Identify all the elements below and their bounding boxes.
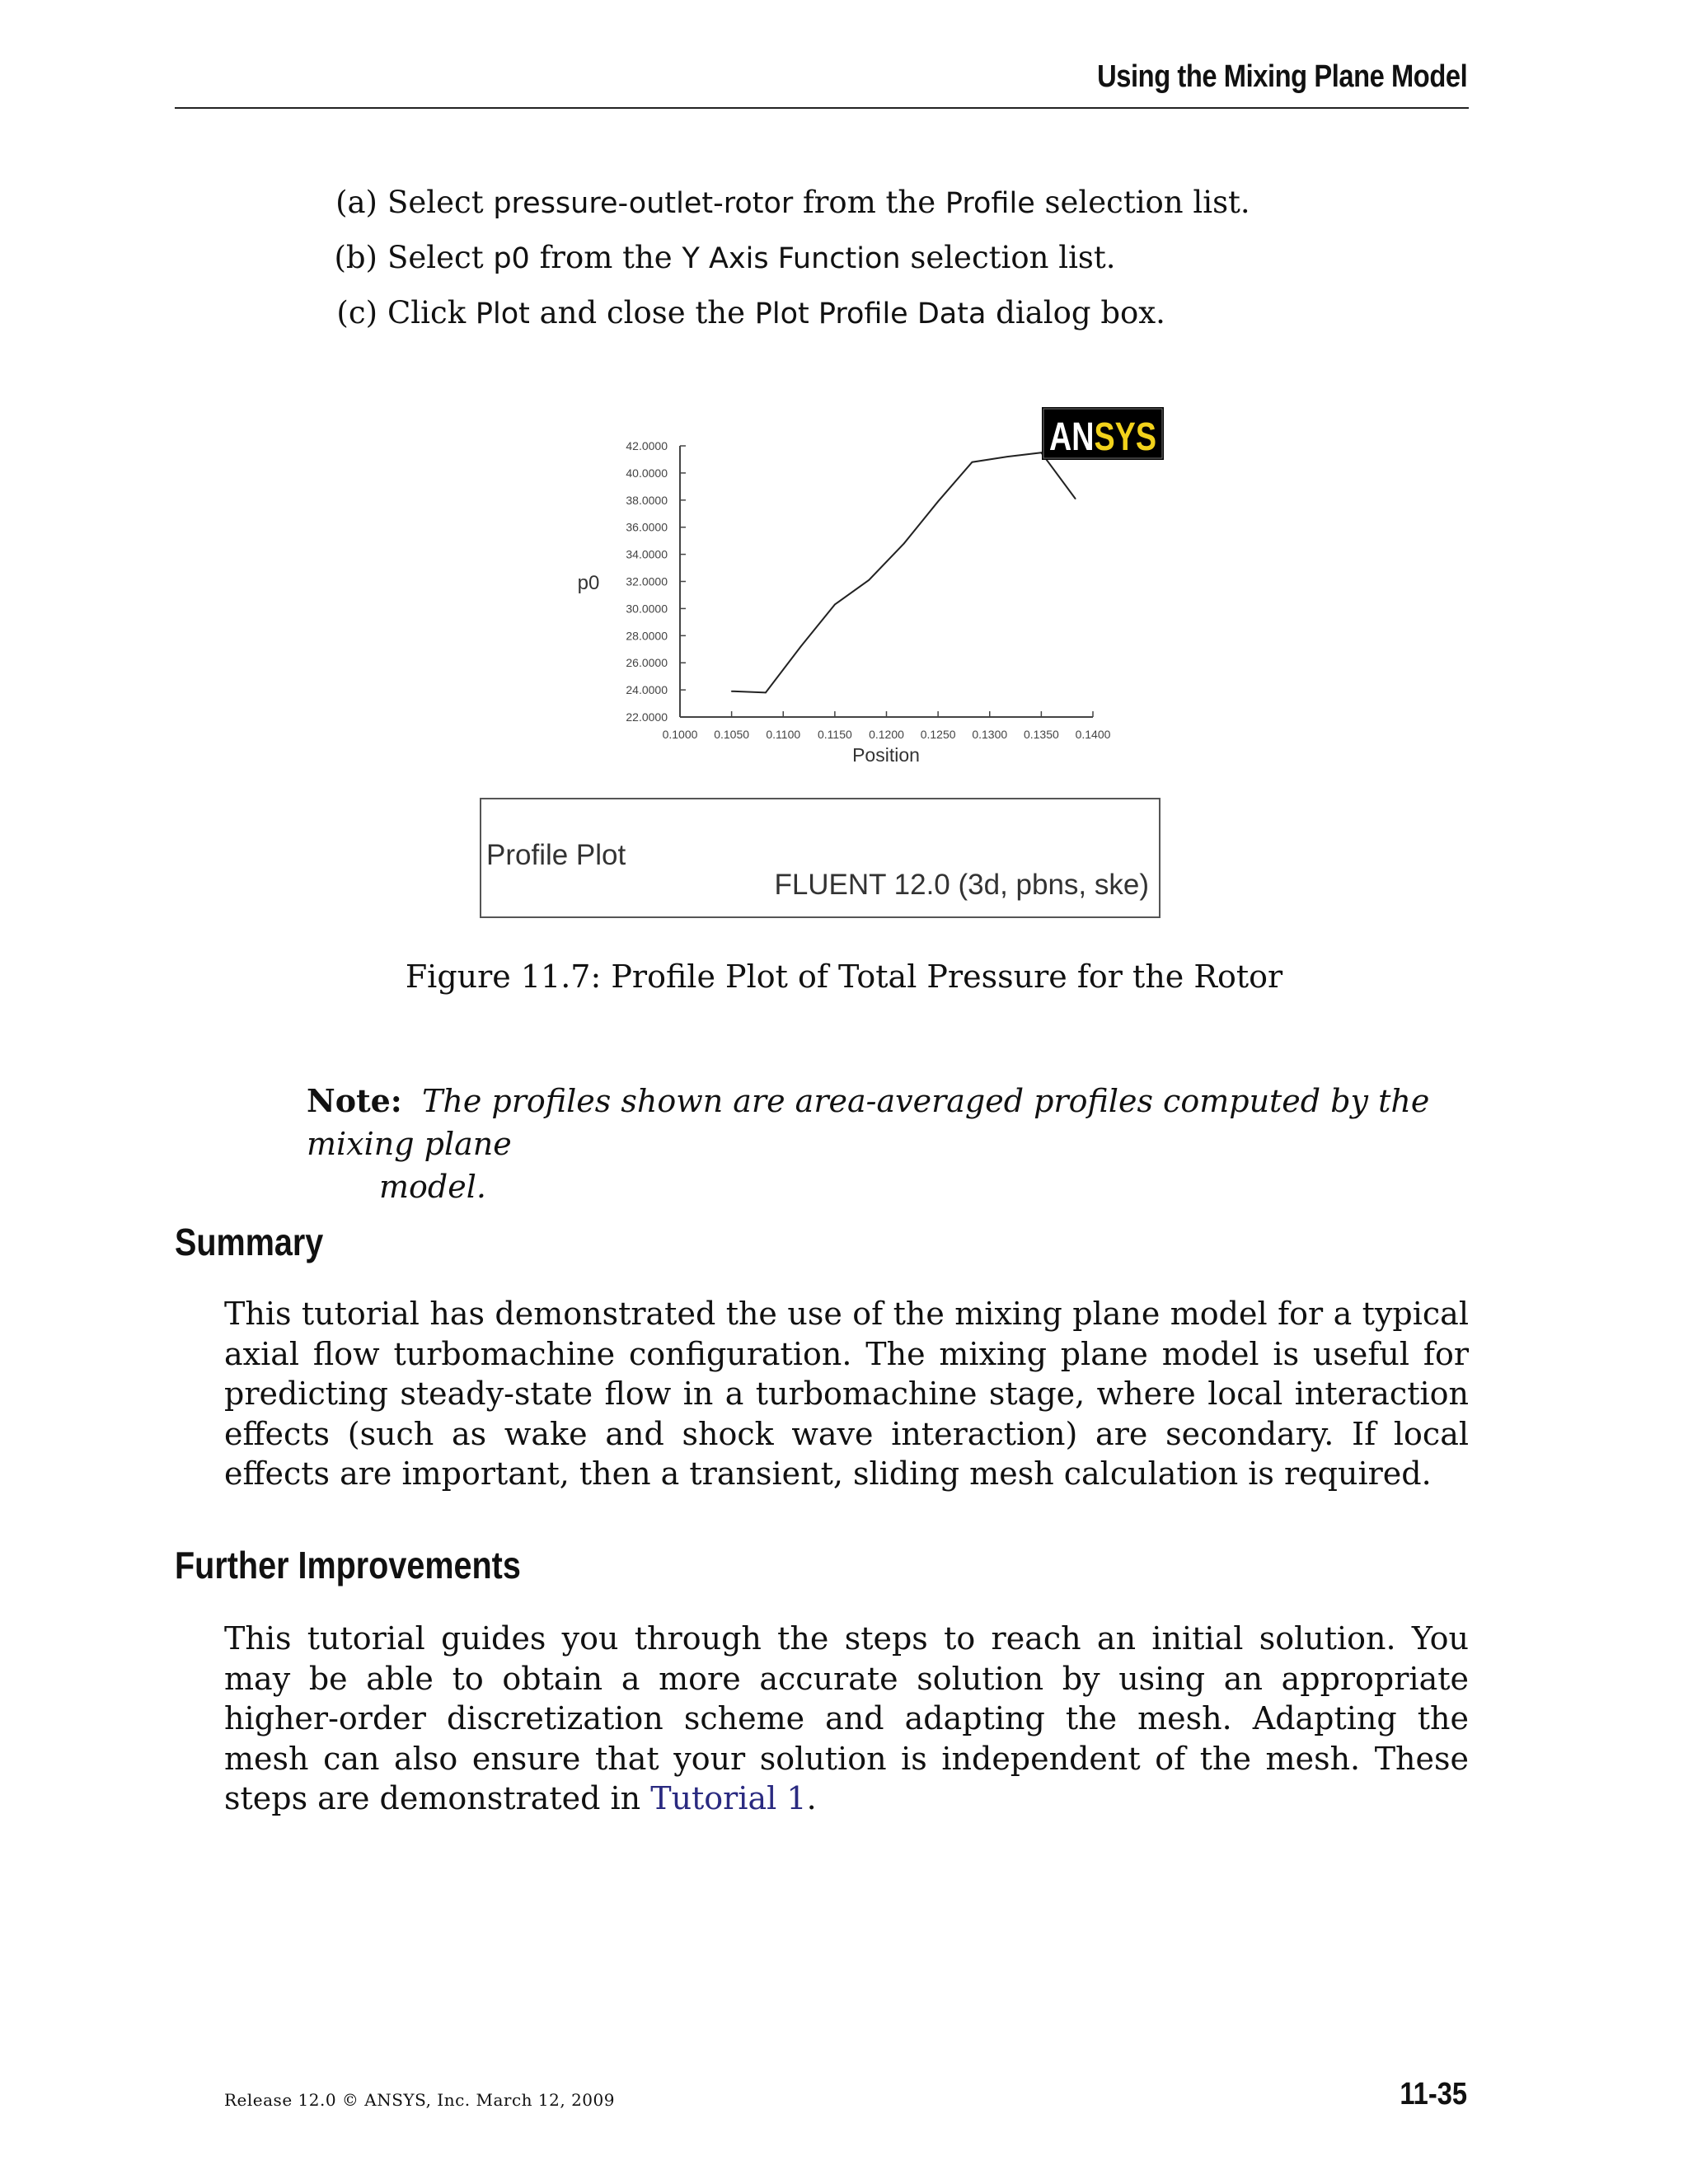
data-point bbox=[731, 691, 733, 692]
y-tick-label: 32.0000 bbox=[626, 574, 668, 588]
step-text: from the bbox=[793, 185, 945, 220]
x-tick-label: 0.1300 bbox=[972, 728, 1008, 741]
y-tick-label: 38.0000 bbox=[626, 493, 668, 507]
y-tick-label: 22.0000 bbox=[626, 710, 668, 724]
ansys-logo bbox=[1042, 407, 1174, 460]
y-tick-label: 34.0000 bbox=[626, 547, 668, 561]
step-text: Click bbox=[387, 295, 476, 330]
running-header: Using the Mixing Plane Model bbox=[1096, 59, 1467, 94]
data-point bbox=[868, 579, 870, 581]
further-text-body: This tutorial guides you through the steps to reach an initial solution. You may be able to obtain a more accurate solution by using an appropriate higher-order discretization scheme and adapting the mesh. Adapting the mesh can also ensure that your solution is independent of the mesh. These steps are demonstrated in bbox=[224, 1620, 1469, 1816]
ui-term: Y Axis Function bbox=[682, 242, 901, 275]
step-text: selection list. bbox=[900, 240, 1116, 275]
x-tick-label: 0.1150 bbox=[817, 728, 852, 741]
data-point bbox=[903, 543, 905, 545]
step-label: (a) bbox=[335, 185, 377, 220]
further-heading: Further Improvements bbox=[175, 1544, 521, 1586]
x-axis-label: Position bbox=[852, 744, 920, 766]
data-point bbox=[972, 462, 973, 463]
y-axis-label: p0 bbox=[577, 572, 600, 594]
summary-heading: Summary bbox=[175, 1221, 324, 1263]
y-tick-label: 26.0000 bbox=[626, 656, 668, 670]
note-text: The profiles shown are area-averaged profiles computed by the mixing plane bbox=[307, 1083, 1430, 1162]
y-tick-label: 36.0000 bbox=[626, 520, 668, 534]
ui-term: Plot bbox=[475, 298, 530, 330]
profile-plot-chart bbox=[0, 0, 1688, 791]
step-text: Select bbox=[387, 240, 494, 275]
step-text: selection list. bbox=[1034, 185, 1250, 220]
footer-release: Release 12.0 © ANSYS, Inc. March 12, 2009 bbox=[224, 2090, 615, 2110]
tutorial-link[interactable]: Tutorial 1 bbox=[650, 1780, 807, 1816]
x-tick-label: 0.1050 bbox=[714, 728, 750, 741]
x-tick-label: 0.1100 bbox=[766, 728, 801, 741]
data-point bbox=[1075, 498, 1076, 499]
data-point bbox=[800, 646, 802, 648]
step-text: Select bbox=[387, 185, 494, 220]
note-block bbox=[307, 1080, 1469, 1208]
plot-box-title: Profile Plot bbox=[486, 839, 626, 871]
figure-caption: Figure 11.7: Profile Plot of Total Pressure for the Rotor bbox=[405, 958, 1283, 995]
step-label: (c) bbox=[336, 295, 377, 330]
x-tick-label: 0.1400 bbox=[1075, 728, 1111, 741]
further-text bbox=[224, 1619, 1469, 1819]
x-tick-label: 0.1350 bbox=[1023, 728, 1059, 741]
data-point bbox=[937, 501, 939, 503]
plot-box-solver: FLUENT 12.0 (3d, pbns, ske) bbox=[774, 869, 1149, 901]
y-tick-label: 42.0000 bbox=[626, 439, 668, 452]
note-text-cont: model. bbox=[379, 1169, 486, 1205]
ui-term: Profile bbox=[945, 187, 1035, 220]
x-tick-label: 0.1250 bbox=[920, 728, 956, 741]
note-label: Note: bbox=[307, 1082, 402, 1119]
x-tick-label: 0.1200 bbox=[869, 728, 904, 741]
y-tick-label: 30.0000 bbox=[626, 602, 668, 616]
step-label: (b) bbox=[334, 240, 377, 275]
ui-term: pressure-outlet-rotor bbox=[493, 187, 794, 220]
summary-text: This tutorial has demonstrated the use of the mixing plane model for a typical axial flow turbomachine configuration. The mixing plane model is useful for predicting steady-state flow in a turbomachine stage, where local interaction effects (such as wake and shock wave interaction) are secondary. If local effects are important, then a transient, sliding mesh calculation is required. bbox=[224, 1296, 1469, 1492]
step-text: from the bbox=[529, 240, 682, 275]
y-tick-label: 28.0000 bbox=[626, 629, 668, 643]
ansys-logo-text: ANSYS bbox=[1049, 415, 1174, 459]
step-text: dialog box. bbox=[986, 295, 1165, 330]
data-point bbox=[765, 692, 767, 694]
page-number: 11-35 bbox=[1400, 2077, 1467, 2111]
data-point bbox=[1006, 456, 1008, 457]
y-tick-label: 24.0000 bbox=[626, 683, 668, 697]
series-line-p0 bbox=[732, 452, 1076, 692]
ui-term: Plot Profile Data bbox=[754, 298, 987, 330]
step-text: and close the bbox=[529, 295, 755, 330]
data-point bbox=[1041, 452, 1043, 453]
data-point bbox=[834, 604, 836, 606]
plot-info-box bbox=[480, 798, 1160, 918]
further-text-end: . bbox=[806, 1780, 817, 1816]
x-tick-label: 0.1000 bbox=[662, 728, 698, 741]
y-tick-label: 40.0000 bbox=[626, 466, 668, 480]
ui-term: p0 bbox=[493, 242, 530, 275]
